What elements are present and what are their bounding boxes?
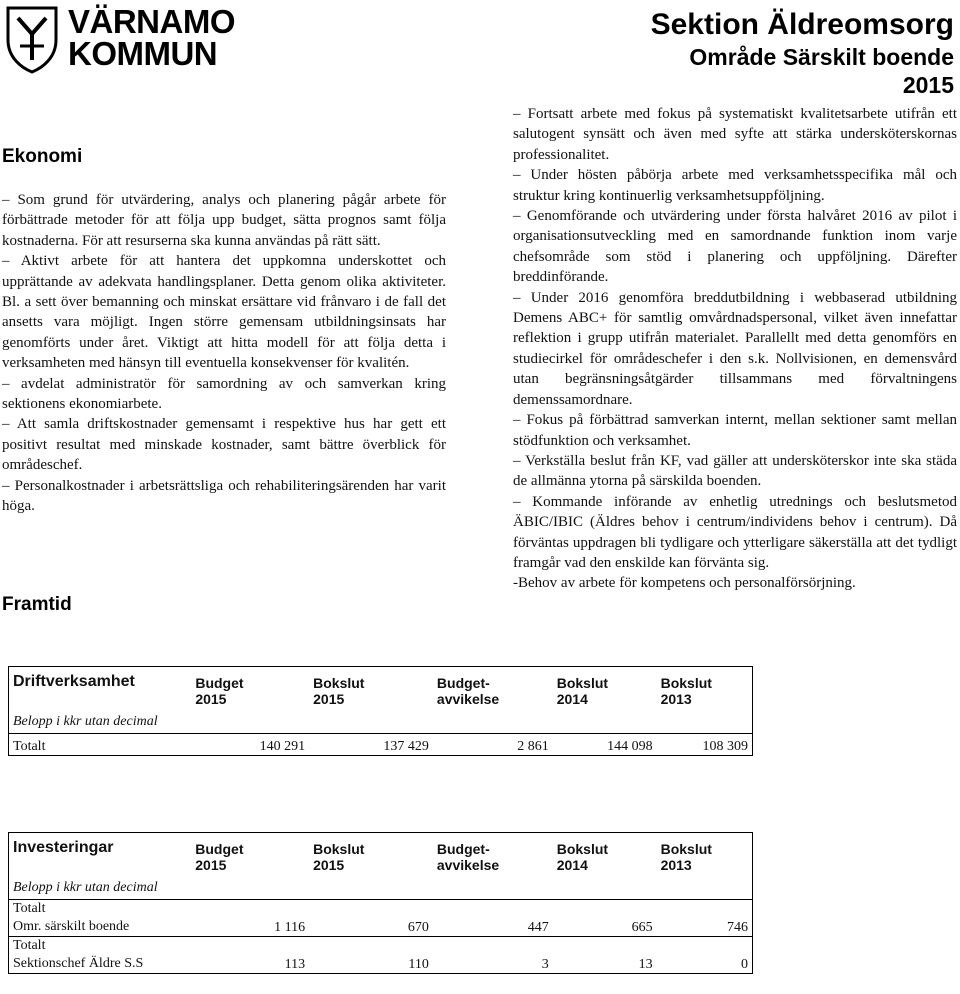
area-subtitle: Område Särskilt boende bbox=[689, 44, 954, 70]
col-header: Bokslut bbox=[553, 667, 657, 692]
framtid-paragraph: – Fokus på förbättrad samverkan internt, mellan sektioner samt mellan stödfunktion och verksamhet. bbox=[513, 412, 957, 449]
logo-line-2: KOMMUN bbox=[68, 35, 218, 72]
ekonomi-text bbox=[2, 190, 446, 517]
ekonomi-paragraph: – Som grund för utvärdering, analys och planering pågår arbete för förbättrade metoder för att följa upp budget, sätta prognos samt följa kostnaderna. För att resurserna ska kunna användas på rätt sätt. bbox=[2, 192, 446, 249]
cell-value: 746 bbox=[657, 900, 753, 937]
framtid-paragraph: – Genomförande och utvärdering under första halvåret 2016 av pilot i organisationsutveckling med en samordnande funktion inom varje chefsområde som stöd i planering och uppföljning. Därefter breddinförande. bbox=[513, 208, 957, 286]
drift-title: Driftverksamhet bbox=[9, 667, 192, 692]
ekonomi-paragraph: – avdelat administratör för samordning av och samverkan kring sektionens ekonomiarbete. bbox=[2, 375, 446, 413]
report-year: 2015 bbox=[902, 72, 954, 98]
col-header: 2013 bbox=[657, 857, 753, 873]
col-header: 2015 bbox=[195, 691, 227, 707]
col-header: avvikelse bbox=[436, 691, 500, 707]
table-header-row bbox=[9, 691, 753, 707]
row-label bbox=[9, 900, 192, 937]
row-label: Totalt bbox=[9, 734, 192, 756]
col-header: Bokslut bbox=[309, 667, 433, 692]
framtid-text bbox=[513, 104, 957, 594]
col-header: Budget- bbox=[433, 833, 553, 858]
cell-value: 1 116 bbox=[191, 900, 309, 937]
col-header: 2014 bbox=[556, 691, 588, 707]
cell-value: 108 309 bbox=[657, 734, 753, 756]
cell-value: 144 098 bbox=[553, 734, 657, 756]
framtid-paragraph: – Fortsatt arbete med fokus på systematiskt kvalitetsarbete utifrån ett salutogent synsätt och även med syfte att stärka undersköterskornas professionalitet. bbox=[513, 106, 957, 163]
col-header: Budget bbox=[191, 667, 309, 692]
section-title: Sektion Äldreomsorg bbox=[650, 8, 954, 41]
col-header: Budget bbox=[191, 833, 309, 858]
framtid-paragraph: -Behov av arbete för kompetens och personalförsörjning. bbox=[513, 575, 856, 592]
col-header: Bokslut bbox=[309, 833, 433, 858]
cell-value: 447 bbox=[433, 900, 553, 937]
invest-table bbox=[8, 832, 753, 974]
cell-value: 110 bbox=[309, 937, 433, 974]
ekonomi-paragraph: – Personalkostnader i arbetsrättsliga och rehabiliteringsärenden har varit höga. bbox=[2, 477, 446, 515]
cell-value: 2 861 bbox=[433, 734, 553, 756]
framtid-paragraph: – Verkställa beslut från KF, vad gäller att undersköterskor inte ska städa de allmänna ytorna på särskilda boenden. bbox=[513, 452, 957, 490]
coat-of-arms-icon bbox=[4, 4, 60, 74]
table-header-row bbox=[9, 667, 753, 692]
row-label bbox=[9, 937, 192, 974]
kommun-logo bbox=[4, 4, 244, 76]
row-label-line: Sektionschef Äldre S.S bbox=[13, 956, 144, 971]
cell-value: 113 bbox=[191, 937, 309, 974]
row-label-line: Totalt bbox=[13, 938, 46, 953]
unit-label: Belopp i kkr utan decimal bbox=[9, 873, 192, 900]
ekonomi-paragraph: – Aktivt arbete för att hantera det uppkomna underskottet och upprättande av adekvata handlingsplaner. Detta genom olika aktiviteter. Bl. a sett över bemanning och minskat ersättare vid frånvaro i de fall det ansetts vara möjligt. Ingen större gemensam utbildningsinsats har genomförts under året. Viktigt att hitta modell för att följa detta i verksamheten med hänsyn till eventuella konsekvenser för kvalitén. bbox=[2, 253, 446, 372]
cell-value: 0 bbox=[657, 937, 753, 974]
ekonomi-paragraph: – Att samla driftskostnader gemensamt i respektive hus har gett ett positivt resultat med minskade kostnader, samt bättre överblick för områdeschef. bbox=[2, 416, 446, 474]
table-row bbox=[9, 937, 753, 974]
col-header: 2015 bbox=[195, 857, 227, 873]
col-header: Bokslut bbox=[553, 833, 657, 858]
col-header: Budget- bbox=[433, 667, 553, 692]
col-header: Bokslut bbox=[657, 833, 753, 858]
table-header-row bbox=[9, 857, 753, 873]
framtid-paragraph: – Kommande införande av enhetlig utrednings och beslutsmetod ÄBIC/IBIC (Äldres behov i centrum/individens behov i centrum). Då förväntas uppdragen bli tydligare och ytterligare säkerställa att det tydligt framgår vad den enskilde kan förvänta sig. bbox=[513, 493, 957, 571]
heading-framtid: Framtid bbox=[2, 594, 72, 615]
invest-title: Investeringar bbox=[9, 833, 192, 858]
table-header-row bbox=[9, 833, 753, 858]
col-header: 2015 bbox=[313, 691, 345, 707]
cell-value: 137 429 bbox=[309, 734, 433, 756]
cell-value: 665 bbox=[553, 900, 657, 937]
framtid-paragraph: – Under hösten påbörja arbete med verksamhetsspecifika mål och struktur kring kontinuerlig verksamhetsuppföljning. bbox=[513, 167, 957, 204]
unit-label: Belopp i kkr utan decimal bbox=[9, 707, 192, 734]
row-label-line: Totalt bbox=[13, 901, 46, 916]
cell-value: 13 bbox=[553, 937, 657, 974]
col-header: Bokslut bbox=[657, 667, 753, 692]
table-row bbox=[9, 734, 753, 756]
logo-line-1: VÄRNAMO bbox=[68, 3, 235, 40]
col-header: 2013 bbox=[657, 691, 753, 707]
cell-value: 140 291 bbox=[191, 734, 309, 756]
framtid-paragraph: – Under 2016 genomföra breddutbildning i webbaserad utbildning Demens ABC+ för samtlig omvårdnadspersonal, vilket även innefattar reflektion i grupp utifrån materialet. Parallellt med detta genomförs en studiecirkel för områdeschefer i den s.k. Nollvisionen, en demensvård utan begränsningsåtgärder tillsammans med förvaltningens demenssamordnare. bbox=[513, 289, 957, 408]
row-label-line: Omr. särskilt boende bbox=[13, 919, 130, 934]
table-row bbox=[9, 900, 753, 937]
drift-table bbox=[8, 666, 753, 756]
col-header: 2015 bbox=[313, 857, 345, 873]
cell-value: 3 bbox=[433, 937, 553, 974]
col-header: avvikelse bbox=[436, 857, 500, 873]
heading-ekonomi: Ekonomi bbox=[2, 146, 83, 167]
cell-value: 670 bbox=[309, 900, 433, 937]
col-header: 2014 bbox=[556, 857, 588, 873]
